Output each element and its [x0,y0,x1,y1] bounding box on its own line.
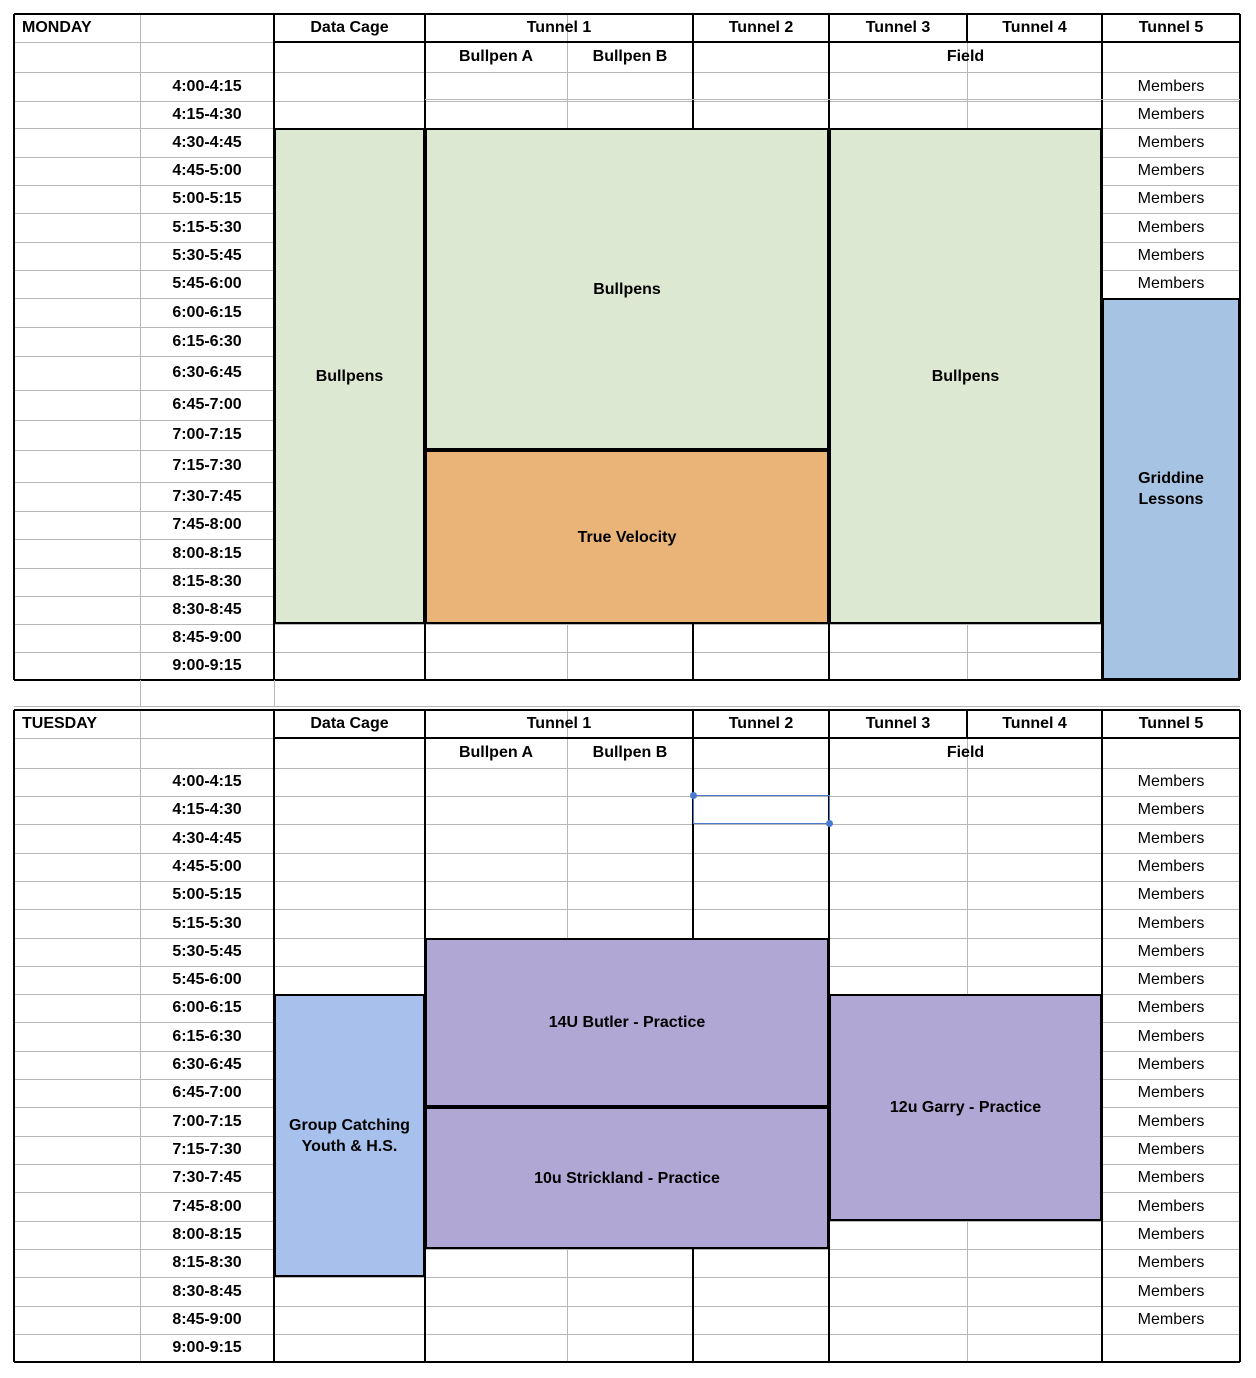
selected-cell[interactable] [693,795,830,824]
time-slot[interactable]: 8:00-8:15 [172,1226,242,1243]
time-slot[interactable]: 7:30-7:45 [172,1169,242,1186]
time-slot[interactable]: 4:45-5:00 [172,162,242,179]
grid-line [1239,710,1241,1362]
time-slot[interactable]: 7:00-7:15 [172,1112,242,1130]
grid-line [966,14,968,42]
time-slot[interactable]: 5:15-5:30 [172,218,242,236]
col-header-tunnel-5[interactable]: Tunnel 5 [1138,19,1204,36]
time-slot[interactable]: 8:45-9:00 [172,1311,242,1328]
subheader-field[interactable]: Field [946,48,985,65]
time-slot[interactable]: 7:45-8:00 [172,516,242,533]
time-slot[interactable]: 4:30-4:45 [172,133,242,151]
event-tunnel-1-2-bullpens[interactable]: Bullpens [425,128,829,450]
time-slot[interactable]: 7:30-7:45 [172,487,242,505]
time-slot[interactable]: 4:15-4:30 [172,105,242,123]
members-cell[interactable]: Members [1137,801,1205,818]
time-slot[interactable]: 8:30-8:45 [172,1282,242,1300]
members-cell[interactable]: Members [1137,1311,1205,1328]
time-slot[interactable]: 5:30-5:45 [172,943,242,960]
event-10u-strickland[interactable]: 10u Strickland - Practice [425,1107,829,1249]
time-slot[interactable]: 6:30-6:45 [172,364,242,381]
time-slot[interactable]: 8:15-8:30 [172,1254,242,1271]
time-slot[interactable]: 7:15-7:30 [172,457,242,474]
grid-line [14,13,1240,15]
members-cell[interactable]: Members [1137,1027,1205,1045]
time-slot[interactable]: 5:45-6:00 [172,971,242,988]
members-cell[interactable]: Members [1137,1226,1205,1243]
time-slot[interactable]: 6:30-6:45 [172,1056,242,1073]
event-14u-butler[interactable]: 14U Butler - Practice [425,938,829,1107]
subheader-field[interactable]: Field [946,744,985,761]
event-griddine-lessons[interactable]: Griddine Lessons [1102,298,1240,680]
members-cell[interactable]: Members [1137,1197,1205,1215]
grid-line [14,679,1240,681]
col-header-tunnel-1[interactable]: Tunnel 1 [526,19,592,36]
time-slot[interactable]: 8:15-8:30 [172,573,242,590]
col-header-data-cage[interactable]: Data Cage [310,19,389,36]
col-header-tunnel-2[interactable]: Tunnel 2 [728,715,794,732]
grid-line [274,41,1240,43]
col-header-tunnel-4[interactable]: Tunnel 4 [1002,715,1067,732]
time-slot[interactable]: 5:30-5:45 [172,247,242,264]
event-12u-garry[interactable]: 12u Garry - Practice [829,994,1102,1221]
members-cell[interactable]: Members [1137,1254,1205,1271]
time-slot[interactable]: 5:45-6:00 [172,275,242,292]
event-group-catching[interactable]: Group Catching Youth & H.S. [274,994,425,1277]
grid-line [14,706,1240,707]
members-cell[interactable]: Members [1137,1169,1205,1186]
time-slot[interactable]: 9:00-9:15 [172,657,242,674]
time-slot[interactable]: 6:00-6:15 [172,999,242,1016]
members-cell[interactable]: Members [1137,275,1205,292]
time-slot[interactable]: 8:45-9:00 [172,629,242,646]
members-cell[interactable]: Members [1137,1141,1205,1158]
time-slot[interactable]: 4:30-4:45 [172,829,242,847]
members-cell[interactable]: Members [1137,190,1205,207]
time-slot[interactable]: 6:00-6:15 [172,303,242,321]
time-slot[interactable]: 4:15-4:30 [172,801,242,818]
members-cell[interactable]: Members [1137,218,1205,236]
members-cell[interactable]: Members [1137,1084,1205,1101]
col-header-data-cage[interactable]: Data Cage [310,715,389,732]
col-header-tunnel-3[interactable]: Tunnel 3 [865,715,931,732]
selection-handle[interactable] [690,792,697,799]
grid-line [274,680,275,706]
time-slot[interactable]: 8:30-8:45 [172,601,242,618]
col-header-tunnel-2[interactable]: Tunnel 2 [728,19,794,36]
col-header-tunnel-4[interactable]: Tunnel 4 [1002,19,1067,36]
time-slot[interactable]: 5:15-5:30 [172,914,242,932]
members-cell[interactable]: Members [1137,162,1205,179]
time-slot[interactable]: 4:00-4:15 [172,77,242,95]
time-slot[interactable]: 4:00-4:15 [172,773,242,790]
members-cell[interactable]: Members [1137,1282,1205,1300]
members-cell[interactable]: Members [1137,77,1205,95]
time-slot[interactable]: 6:15-6:30 [172,1027,242,1045]
members-cell[interactable]: Members [1137,914,1205,932]
members-cell[interactable]: Members [1137,943,1205,960]
time-slot[interactable]: 6:15-6:30 [172,332,242,350]
members-cell[interactable]: Members [1137,971,1205,988]
members-cell[interactable]: Members [1137,1056,1205,1073]
members-cell[interactable]: Members [1137,886,1205,903]
members-cell[interactable]: Members [1137,1112,1205,1130]
time-slot[interactable]: 8:00-8:15 [172,544,242,562]
grid-line [140,680,141,706]
time-slot[interactable]: 5:00-5:15 [172,886,242,903]
subheader-bullpen-a[interactable]: Bullpen A [458,744,534,761]
grid-line [13,14,15,680]
col-header-tunnel-3[interactable]: Tunnel 3 [865,19,931,36]
grid-line [14,1361,1240,1363]
event-data-cage-bullpens[interactable]: Bullpens [274,128,425,624]
members-cell[interactable]: Members [1137,999,1205,1016]
subheader-bullpen-b[interactable]: Bullpen B [592,744,668,761]
subheader-bullpen-a[interactable]: Bullpen A [458,48,534,65]
time-slot[interactable]: 9:00-9:15 [172,1339,242,1356]
col-header-tunnel-5[interactable]: Tunnel 5 [1138,715,1204,732]
event-true-velocity[interactable]: True Velocity [425,450,829,624]
grid-line [425,99,1240,100]
members-cell[interactable]: Members [1137,829,1205,847]
time-slot[interactable]: 6:45-7:00 [172,396,242,413]
selection-handle[interactable] [826,820,833,827]
grid-line [14,709,1240,711]
time-slot[interactable]: 4:45-5:00 [172,858,242,875]
members-cell[interactable]: Members [1137,858,1205,875]
event-tunnel-3-4-bullpens[interactable]: Bullpens [829,128,1102,624]
members-cell[interactable]: Members [1137,247,1205,264]
time-slot[interactable]: 7:15-7:30 [172,1141,242,1158]
day-label[interactable]: TUESDAY [22,715,97,732]
members-cell[interactable]: Members [1137,773,1205,790]
grid-line [13,710,15,1362]
members-cell[interactable]: Members [1137,105,1205,123]
time-slot[interactable]: 7:45-8:00 [172,1197,242,1215]
grid-line [966,710,968,738]
members-cell[interactable]: Members [1137,133,1205,151]
grid-line [274,737,1240,739]
subheader-bullpen-b[interactable]: Bullpen B [592,48,668,65]
col-header-tunnel-1[interactable]: Tunnel 1 [526,715,592,732]
day-label[interactable]: MONDAY [22,19,92,36]
time-slot[interactable]: 6:45-7:00 [172,1084,242,1101]
time-slot[interactable]: 5:00-5:15 [172,190,242,207]
time-slot[interactable]: 7:00-7:15 [172,426,242,443]
